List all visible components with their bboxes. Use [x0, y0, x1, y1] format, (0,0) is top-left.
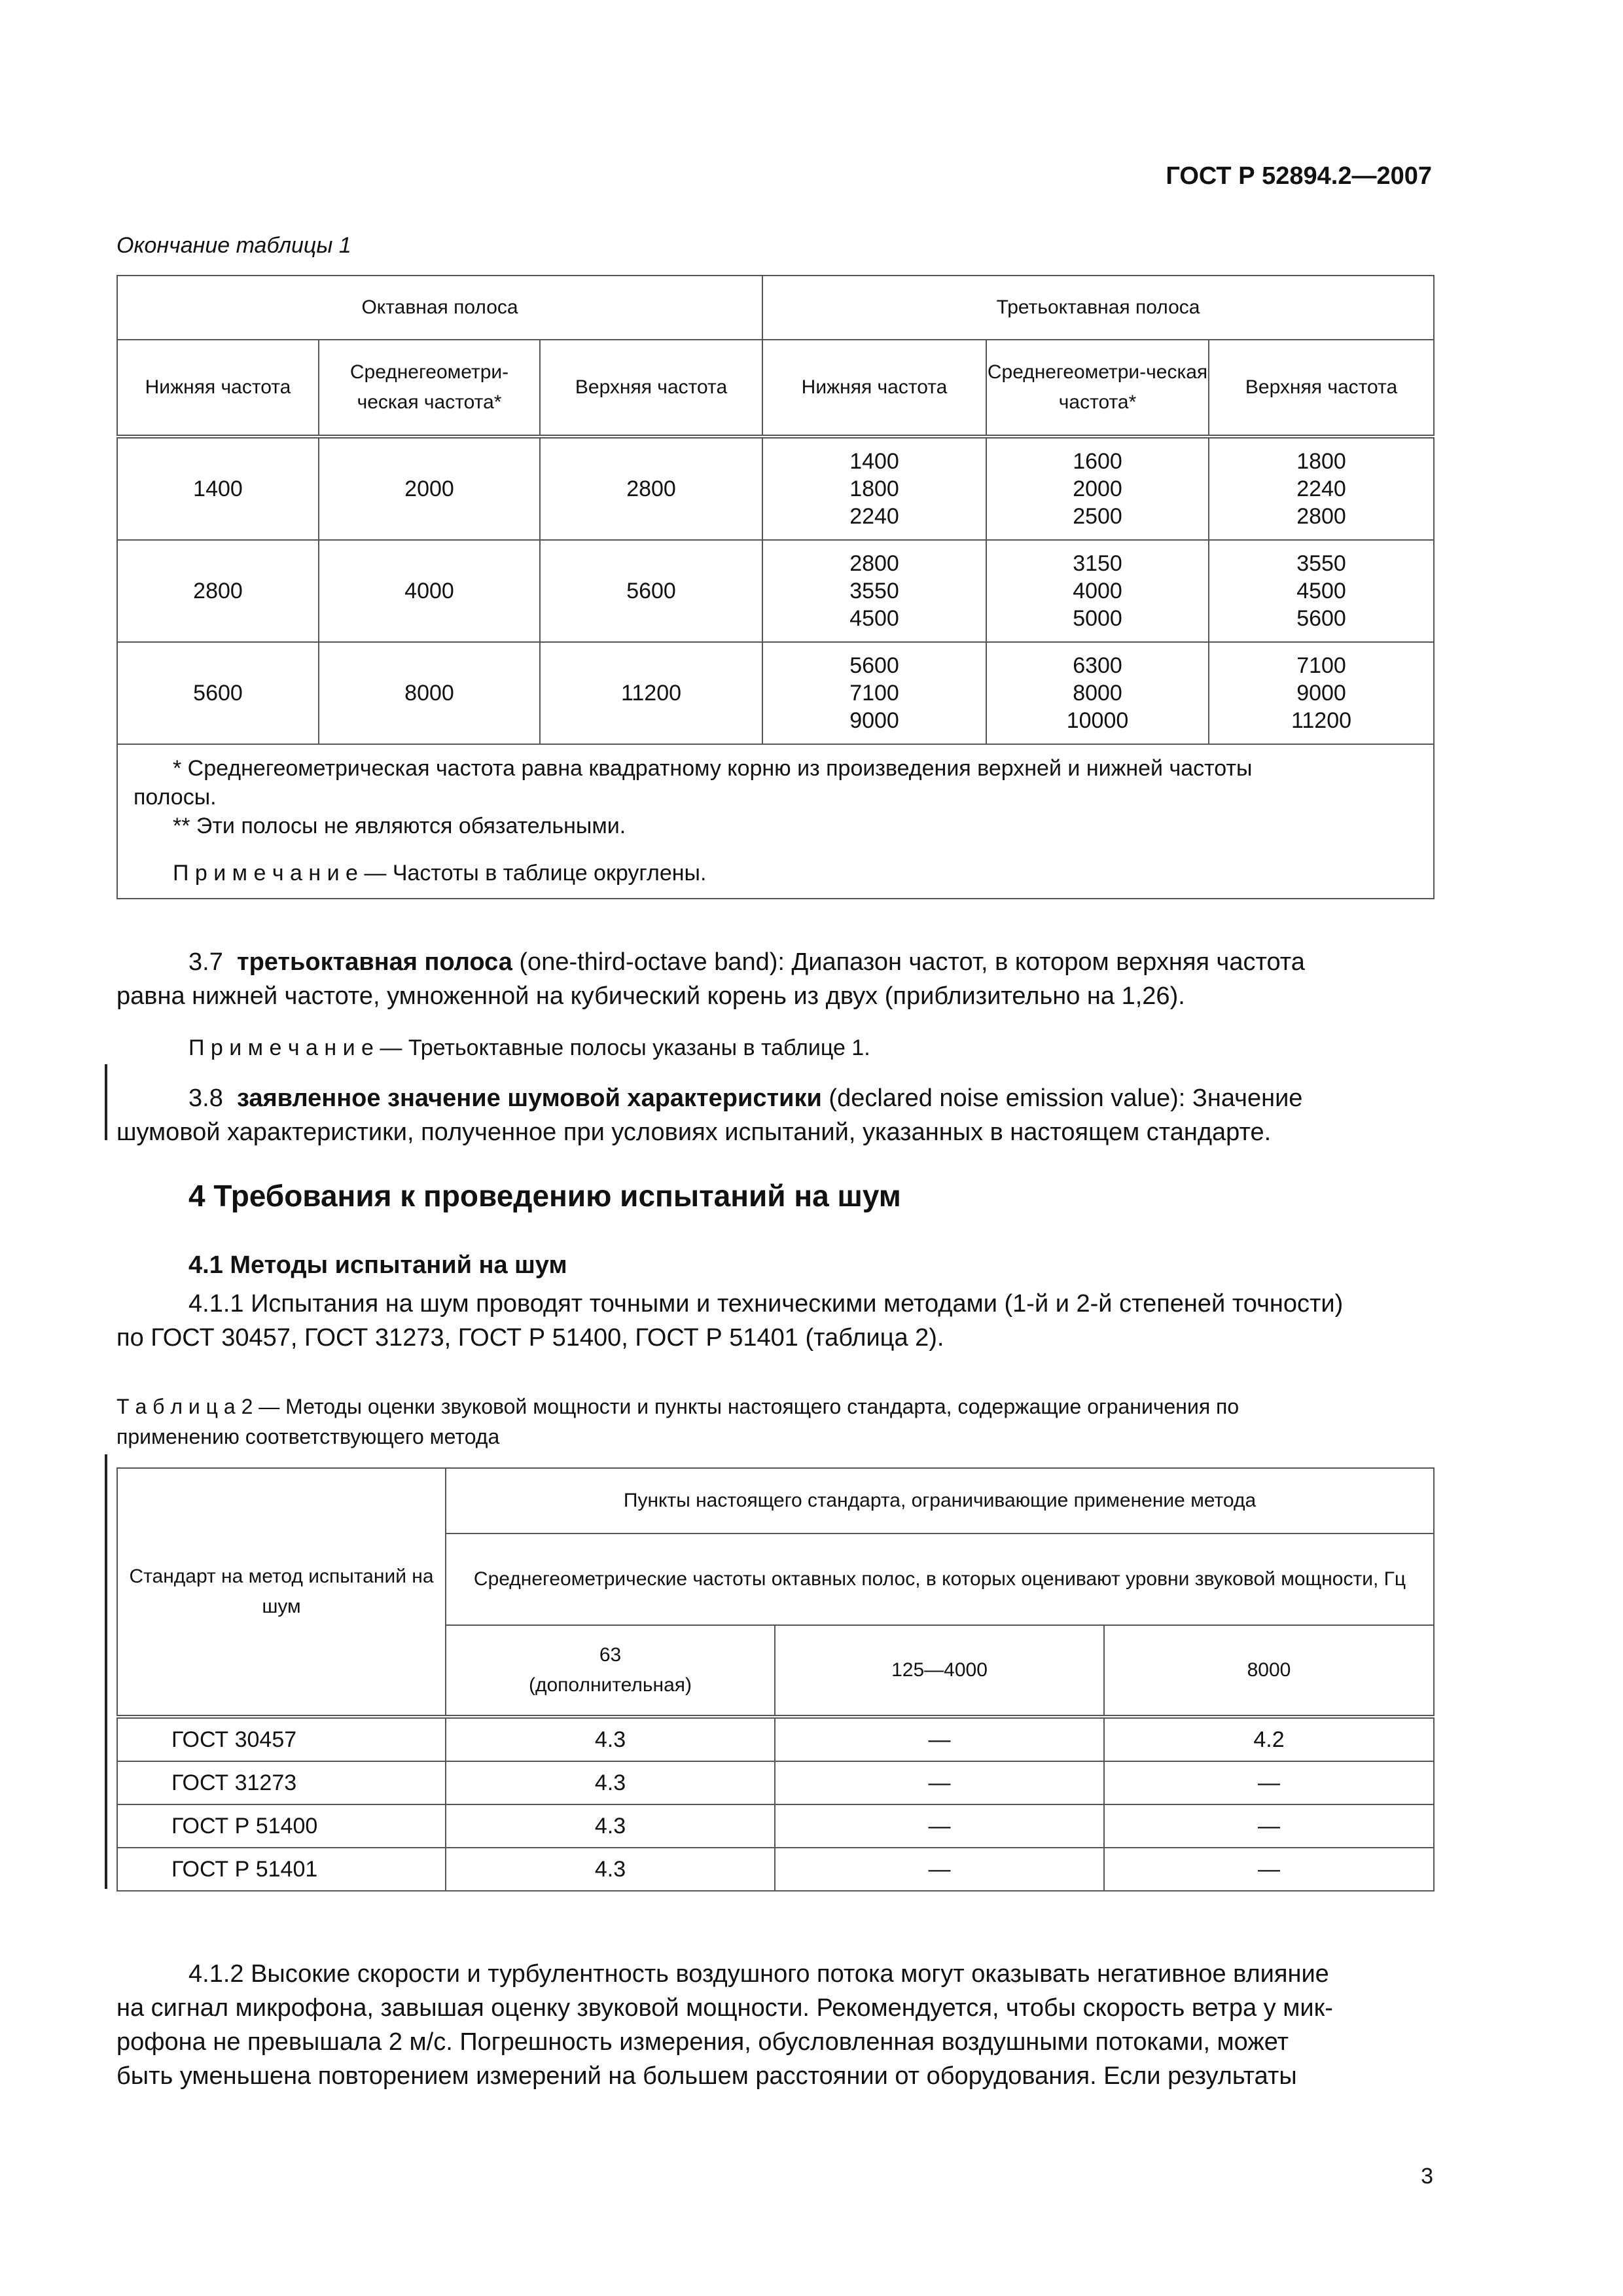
- cell: ГОСТ 31273: [117, 1761, 446, 1804]
- clause-4-1-2: 4.1.2 Высокие скорости и турбулентность воздушного потока могут оказывать негативное влияние на сигнал микрофона, завышая оценку звуковой мощности. Рекомендуется, чтобы скорость ветра у мик- рофона не превышала 2 м/с. Погрешность измерения, обусловленная воздушными потоками, может быть уменьшена повторением измерений на большем расстоянии от оборудования. Если результаты: [116, 1960, 1333, 2090]
- col-header-125-4000: 125—4000: [775, 1625, 1104, 1717]
- cell: ГОСТ Р 51401: [117, 1848, 446, 1891]
- cell: ГОСТ Р 51400: [117, 1804, 446, 1848]
- table1-caption: Окончание таблицы 1: [116, 233, 351, 258]
- cell: 4.3: [446, 1717, 775, 1761]
- clause-4-1-1: 4.1.1 Испытания на шум проводят точными и техническими методами (1-й и 2-й степеней точности) по ГОСТ 30457, ГОСТ 31273, ГОСТ Р 51400, ГОСТ Р 51401 (таблица 2).: [116, 1290, 1344, 1352]
- table-1: [116, 275, 1435, 899]
- cell: 3550 4500 5600: [1209, 540, 1434, 642]
- cell: —: [775, 1848, 1104, 1891]
- cell: 1800 2240 2800: [1209, 437, 1434, 540]
- cell: 4.3: [446, 1848, 775, 1891]
- cell: 4.2: [1104, 1717, 1434, 1761]
- cell: 1600 2000 2500: [986, 437, 1209, 540]
- group-header-octave: Октавная полоса: [117, 276, 762, 340]
- revision-bar: [105, 1064, 107, 1140]
- cell: 2800: [540, 437, 762, 540]
- cell: —: [1104, 1761, 1434, 1804]
- clause-3-8: 3.8 заявленное значение шумовой характеристики (declared noise emission value): Значение шумовой характеристики, полученное при условиях испытаний, указанных в настоящем стандарте.: [116, 1085, 1303, 1146]
- col-header-63: 63 (дополнительная): [446, 1625, 775, 1717]
- page-number: 3: [1421, 2164, 1433, 2189]
- table-row: [117, 1717, 1434, 1761]
- header-points: Пункты настоящего стандарта, ограничивающие применение метода: [446, 1468, 1434, 1534]
- footnote-1-cont: полосы.: [134, 785, 217, 810]
- table-row: [117, 540, 1434, 642]
- revision-bar: [105, 1454, 107, 1889]
- cell: 2800 3550 4500: [762, 540, 986, 642]
- table-row: [117, 642, 1434, 744]
- col-header: Среднегеометри-ческая частота*: [986, 340, 1209, 437]
- cell: ГОСТ 30457: [117, 1717, 446, 1761]
- cell: 1400 1800 2240: [762, 437, 986, 540]
- table1-footnotes: [117, 744, 1434, 899]
- cell: 11200: [540, 642, 762, 744]
- section-4-1-title: 4.1 Методы испытаний на шум: [188, 1251, 567, 1279]
- cell: —: [775, 1804, 1104, 1848]
- cell: 4000: [319, 540, 540, 642]
- section-4-title: 4 Требования к проведению испытаний на шум: [188, 1179, 901, 1213]
- col-header: Нижняя частота: [762, 340, 986, 437]
- table-row: [117, 437, 1434, 540]
- cell: 2800: [117, 540, 319, 642]
- header-frequencies: Среднегеометрические частоты октавных полос, в которых оценивают уровни звуковой мощности, Гц: [446, 1534, 1434, 1625]
- cell: 5600: [117, 642, 319, 744]
- cell: 7100 9000 11200: [1209, 642, 1434, 744]
- cell: —: [775, 1717, 1104, 1761]
- col-header-standard: Стандарт на метод испытаний на шум: [117, 1468, 446, 1717]
- col-header: Верхняя частота: [1209, 340, 1434, 437]
- clause-3-7: 3.7 третьоктавная полоса (one-third-octave band): Диапазон частот, в котором верхняя частота равна нижней частоте, умноженной на кубический корень из двух (приблизительно на 1,26).: [116, 948, 1305, 1010]
- footnote-1: * Среднегеометрическая частота равна квадратному корню из произведения верхней и нижней частоты: [173, 756, 1253, 781]
- col-header: Нижняя частота: [117, 340, 319, 437]
- cell: 6300 8000 10000: [986, 642, 1209, 744]
- cell: 5600: [540, 540, 762, 642]
- table1-note: П р и м е ч а н и е — Частоты в таблице округлены.: [173, 861, 707, 886]
- cell: 4.3: [446, 1804, 775, 1848]
- cell: —: [1104, 1848, 1434, 1891]
- cell: —: [1104, 1804, 1434, 1848]
- cell: 2000: [319, 437, 540, 540]
- col-header: Верхняя частота: [540, 340, 762, 437]
- document-id: ГОСТ Р 52894.2—2007: [1166, 162, 1432, 190]
- cell: 1400: [117, 437, 319, 540]
- group-header-third-octave: Третьоктавная полоса: [762, 276, 1434, 340]
- table-row: [117, 1804, 1434, 1848]
- footnote-2: ** Эти полосы не являются обязательными.: [173, 814, 626, 838]
- clause-3-7-note: П р и м е ч а н и е — Третьоктавные полосы указаны в таблице 1.: [188, 1035, 870, 1060]
- table-row: [117, 1848, 1434, 1891]
- table-row: [117, 1761, 1434, 1804]
- table2-caption: Т а б л и ц а 2 — Методы оценки звуковой мощности и пункты настоящего стандарта, содержащие ограничения по применению соответствующего метода: [116, 1395, 1240, 1448]
- cell: 5600 7100 9000: [762, 642, 986, 744]
- cell: —: [775, 1761, 1104, 1804]
- cell: 8000: [319, 642, 540, 744]
- cell: 4.3: [446, 1761, 775, 1804]
- col-header-8000: 8000: [1104, 1625, 1434, 1717]
- cell: 3150 4000 5000: [986, 540, 1209, 642]
- col-header: Среднегеометри-ческая частота*: [319, 340, 540, 437]
- table-2: [116, 1467, 1435, 1892]
